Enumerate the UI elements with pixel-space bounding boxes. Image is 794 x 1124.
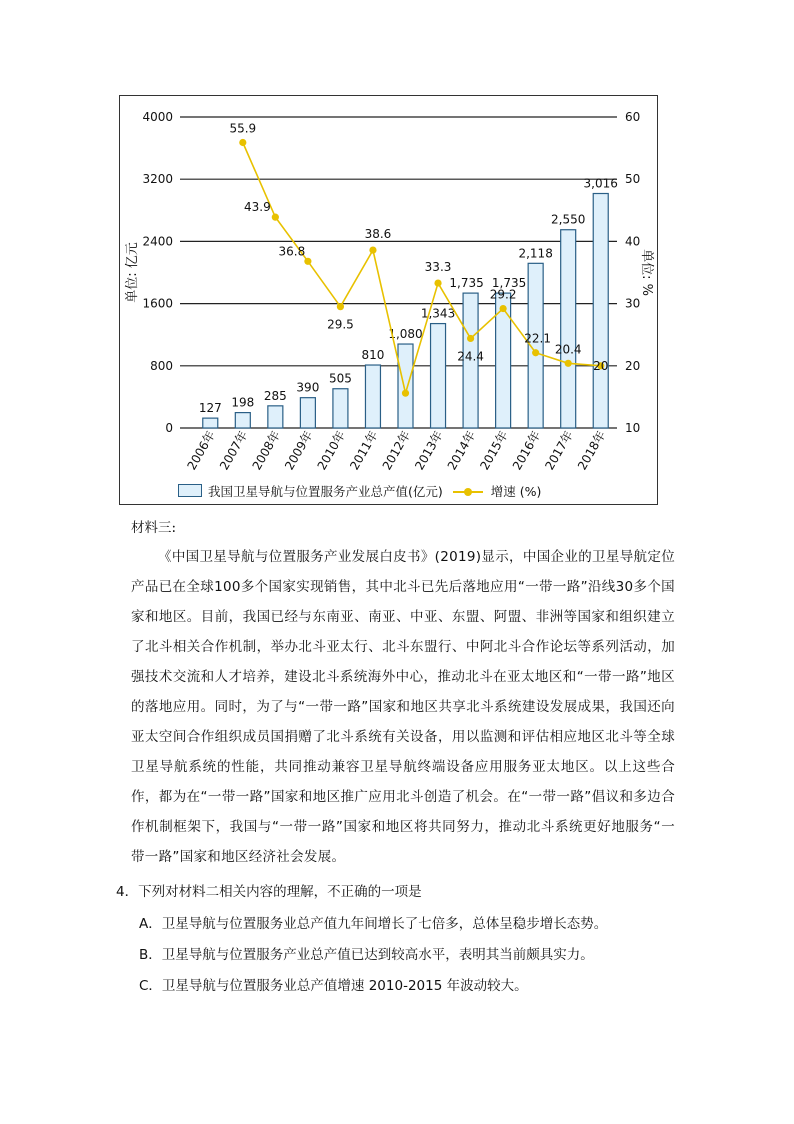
growth-value-label: 22.1: [524, 331, 552, 346]
legend-bar-swatch: [178, 484, 202, 497]
growth-point: [239, 139, 246, 146]
bar: [398, 344, 413, 428]
bar: [268, 406, 283, 428]
growth-value-label: 24.4: [457, 349, 484, 364]
legend-line-label: 增速 (%): [490, 484, 542, 499]
growth-point: [337, 303, 344, 310]
growth-value-label: 38.6: [364, 227, 392, 242]
y-left-tick-label: 0: [165, 421, 173, 435]
bar-value-label: 198: [231, 395, 255, 410]
x-tick-label: 2011年: [347, 428, 381, 473]
y-right-tick-label: 30: [625, 296, 641, 311]
growth-point: [369, 247, 376, 254]
bar-value-label: 1,343: [420, 306, 456, 321]
x-tick-label: 2017年: [542, 428, 576, 473]
bar-value-label: 1,735: [491, 276, 527, 291]
y-right-axis-label: 单位: %: [639, 249, 654, 296]
option-c: C．卫星导航与位置服务业总产值增速 2010-2015 年波动较大。: [139, 978, 528, 994]
material-title: 材料三:: [131, 520, 177, 536]
y-right-tick-label: 20: [625, 358, 641, 373]
growth-point: [565, 360, 572, 367]
y-left-tick-label: 2400: [142, 234, 173, 249]
growth-line: [243, 143, 601, 394]
x-tick-label: 2007年: [217, 428, 251, 473]
bar-value-label: 810: [361, 348, 385, 363]
y-right-tick-label: 60: [625, 110, 641, 124]
x-tick-label: 2008年: [249, 428, 283, 473]
option-b: B．卫星导航与位置服务产业总产值已达到较高水平，表明其当前颇具实力。: [139, 947, 594, 963]
x-tick-label: 2010年: [314, 428, 349, 473]
bar: [365, 365, 380, 428]
x-tick-label: 2015年: [477, 428, 511, 473]
bar-value-label: 3,016: [583, 176, 618, 191]
bar-value-label: 285: [263, 388, 287, 403]
growth-value-label: 29.2: [489, 287, 517, 302]
bar-value-label: 2,118: [518, 246, 553, 261]
x-tick-label: 2018年: [574, 428, 609, 473]
y-left-tick-label: 1600: [142, 296, 173, 311]
y-right-tick-label: 50: [625, 172, 641, 187]
material-paragraph: 《中国卫星导航与位置服务产业发展白皮书》(2019)显示，中国企业的卫星导航定位产品已在全球100多个国家实现销售，其中北斗已先后落地应用“一带一路”沿线30多个国家和地区。目前，我国已经与东南亚、南亚、中亚、东盟、阿盟、非洲等国家和组织建立了北斗相关合作机制，举办北斗亚太行、北斗东盟行、中阿北斗合作论坛等系列活动，加强技术交流和人才培养，建设北斗系统海外中心，推动北斗在亚太地区和“一带一路”地区的落地应用。同时，为了与“一带一路”国家和地区共享北斗系统建设发展成果，我国还向亚太空间合作组织成员国捐赠了北斗系统有关设备，用以监测和评估相应地区北斗等全球卫星导航系统的性能，共同推动兼容卫星导航终端设备应用服务亚太地区。以上这些合作，都为在“一带一路”国家和地区推广应用北斗创造了机会。在“一带一路”倡议和多边合作机制框架下，我国与“一带一路”国家和地区将共同努力，推动北斗系统更好地服务“一带一路”国家和地区经济社会发展。: [131, 549, 675, 865]
growth-point: [272, 214, 279, 221]
growth-point: [434, 279, 441, 286]
chart-plot: [120, 96, 659, 506]
bar-value-label: 1,080: [388, 327, 423, 342]
growth-value-label: 36.8: [278, 244, 306, 259]
bar: [561, 230, 576, 428]
x-tick-label: 2012年: [379, 428, 414, 473]
y-left-tick-label: 3200: [142, 172, 173, 187]
growth-value-label: 20: [593, 358, 609, 373]
chart-frame: [119, 95, 658, 505]
chart-legend: [178, 482, 541, 500]
bar: [593, 194, 608, 428]
x-tick-label: 2006年: [184, 428, 218, 473]
bar-value-label: 390: [296, 380, 320, 395]
option-a: A．卫星导航与位置服务业总产值九年间增长了七倍多，总体呈稳步增长态势。: [139, 916, 608, 932]
growth-value-label: 33.3: [424, 260, 452, 275]
growth-point: [467, 335, 474, 342]
bar-value-label: 2,550: [551, 212, 586, 227]
x-tick-label: 2014年: [444, 428, 479, 473]
y-left-tick-label: 4000: [142, 110, 173, 124]
bar: [203, 418, 218, 428]
y-left-axis-label: 单位: 亿元: [125, 242, 140, 303]
bar-value-label: 505: [328, 371, 352, 386]
y-right-tick-label: 10: [625, 421, 641, 435]
x-tick-label: 2009年: [282, 428, 316, 473]
y-right-tick-label: 40: [625, 234, 641, 249]
bar: [333, 389, 348, 428]
bar: [300, 398, 315, 428]
growth-value-label: 20.4: [554, 342, 582, 357]
growth-value-label: 29.5: [327, 317, 354, 332]
growth-value-label: 43.9: [243, 200, 271, 215]
legend-line-swatch: [453, 486, 483, 497]
growth-point: [304, 258, 311, 265]
bar-value-label: 127: [198, 401, 222, 416]
legend-bar-label: 我国卫星导航与位置服务产业总产值(亿元): [208, 484, 443, 499]
x-tick-label: 2013年: [412, 428, 446, 473]
bar: [235, 413, 250, 428]
bar-value-label: 1,735: [449, 276, 484, 291]
growth-point: [532, 349, 539, 356]
question-stem: 4．下列对材料二相关内容的理解，不正确的一项是: [116, 884, 422, 900]
growth-point: [500, 305, 507, 312]
x-tick-label: 2016年: [509, 428, 544, 473]
y-left-tick-label: 800: [150, 358, 173, 373]
growth-point: [402, 390, 409, 397]
growth-value-label: 55.9: [229, 121, 257, 136]
bar: [431, 324, 446, 428]
